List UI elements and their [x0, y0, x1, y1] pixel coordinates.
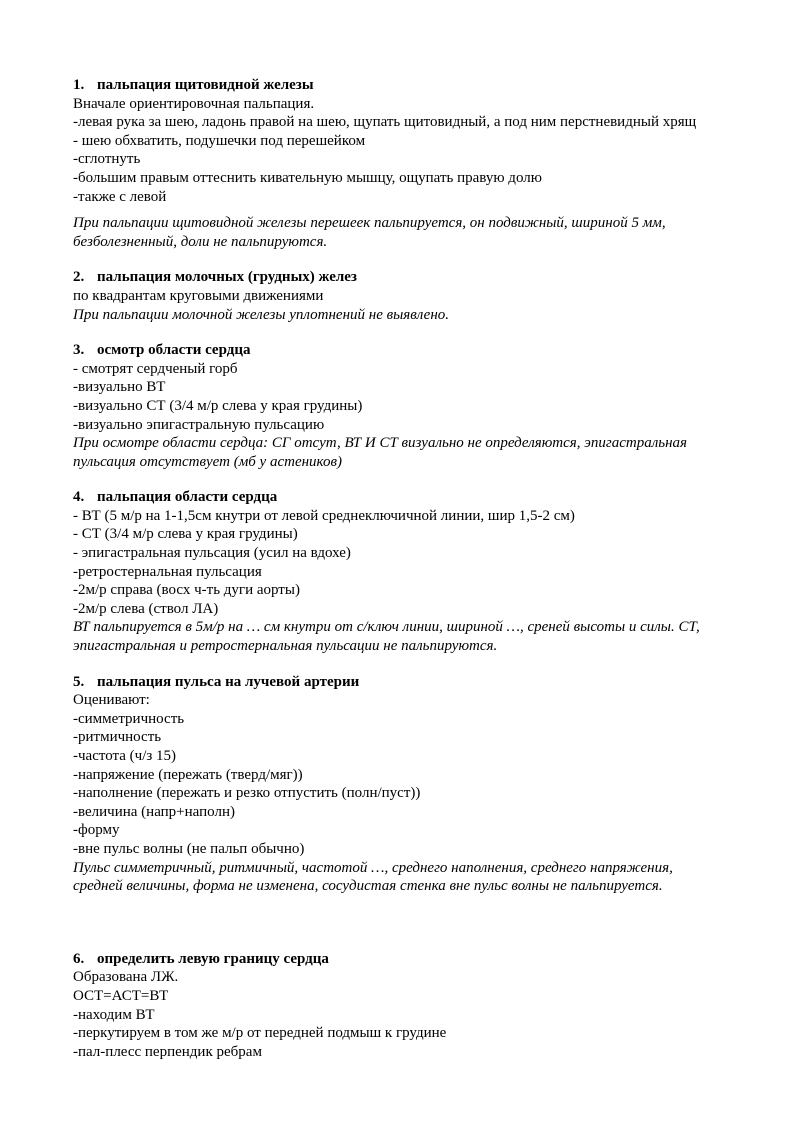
section-heading [73, 488, 763, 507]
section-3 [73, 341, 763, 471]
section-number: 1. [73, 77, 85, 93]
text-line: -визуально ВТ [73, 379, 166, 396]
section-heading [73, 950, 763, 969]
text-line: по квадрантам круговыми движениями [73, 287, 324, 304]
conclusion [73, 214, 763, 251]
text-line: -визуально эпигастральную пульсацию [73, 416, 325, 433]
text-line: -ритмичность [73, 729, 162, 746]
section-number: 5. [73, 673, 85, 690]
text-line: -сглотнуть [73, 151, 141, 168]
text-line: -2м/р справа (восх ч-ть дуги аорты) [73, 582, 300, 599]
text-line: -вне пульс волны (не пальп обычно) [73, 840, 305, 857]
text-line: - ВТ (5 м/р на 1-1,5см кнутри от левой среднеключичной линии, шир 1,5-2 см) [73, 507, 575, 524]
text-line: -также с левой [73, 188, 167, 205]
conclusion-line: ВТ пальпируется в 5м/р на … см кнутри от с/ключ линии, шириной …, среней высоты и силы. СТ, [73, 619, 700, 636]
text-line: - эпигастральная пульсация (усил на вдохе) [73, 545, 351, 562]
section-number: 6. [73, 950, 85, 967]
text-line: -большим правым оттеснить кивательную мышцу, ощупать правую долю [73, 169, 542, 186]
section-heading [73, 76, 763, 95]
section-title: пальпация щитовидной железы [97, 77, 314, 93]
conclusion-line: При пальпации молочной железы уплотнений не выявлено. [73, 306, 450, 323]
conclusion-line: безболезненный, доли не пальпируются. [73, 233, 328, 250]
text-line: - СТ (3/4 м/р слева у края грудины) [73, 526, 298, 543]
section-title: пальпация молочных (грудных) желез [97, 269, 357, 286]
text-line: -2м/р слева (ствол ЛА) [73, 600, 219, 617]
section-heading [73, 341, 763, 360]
section-number: 4. [73, 489, 85, 506]
section-4 [73, 488, 763, 655]
conclusion-line: средней величины, форма не изменена, сосудистая стенка вне пульс волны не пальпируется. [73, 878, 663, 895]
conclusion-line: пульсация отсутствует (мб у астеников) [73, 453, 343, 470]
section-title: пальпация пульса на лучевой артерии [97, 673, 360, 690]
section-number: 2. [73, 269, 85, 286]
text-line: Оценивают: [73, 692, 150, 709]
text-line: -левая рука за шею, ладонь правой на шею, щупать щитовидный, а под ним перстневидный хрящ [73, 114, 697, 131]
text-line: Образована ЛЖ. [73, 969, 179, 986]
section-title: пальпация области сердца [97, 489, 278, 506]
section-2 [73, 268, 763, 324]
text-line: -ретростернальная пульсация [73, 563, 262, 580]
conclusion-line: Пульс симметричный, ритмичный, частотой …, среднего наполнения, среднего напряжения, [73, 859, 673, 876]
section-6 [73, 950, 763, 1062]
text-line: -форму [73, 822, 120, 839]
text-line: -частота (ч/з 15) [73, 748, 177, 764]
text-line: - смотрят сердченый горб [73, 360, 238, 377]
section-1 [73, 76, 763, 251]
text-line: -визуально СТ (3/4 м/р слева у края грудины) [73, 397, 363, 414]
section-number: 3. [73, 342, 85, 359]
text-line: -находим ВТ [73, 1006, 155, 1023]
document-page [73, 76, 763, 1078]
section-heading [73, 268, 763, 287]
text-line: -пал-плесс перпендик ребрам [73, 1043, 262, 1060]
text-line: -наполнение (пережать и резко отпустить (полн/пуст)) [73, 785, 421, 802]
text-line: -величина (напр+наполн) [73, 803, 235, 820]
conclusion-line: При осмотре области сердца: СГ отсут, ВТ И СТ визуально не определяются, эпигастральная [73, 435, 687, 452]
section-title: определить левую границу сердца [97, 950, 329, 967]
text-line: -перкутируем в том же м/р от передней подмыш к грудине [73, 1025, 447, 1042]
text-line: -напряжение (пережать (тверд/мяг)) [73, 766, 303, 783]
section-heading [73, 673, 763, 692]
text-line: ОСТ=АСТ=ВТ [73, 987, 169, 1004]
section-5 [73, 673, 763, 896]
section-title: осмотр области сердца [97, 342, 251, 359]
text-line: -симметричность [73, 710, 185, 727]
conclusion-line: При пальпации щитовидной железы перешеек пальпируется, он подвижный, шириной 5 мм, [73, 215, 666, 232]
conclusion-line: эпигастральная и ретростернальная пульсации не пальпируются. [73, 638, 498, 655]
text-line: - шею обхватить, подушечки под перешейком [73, 132, 366, 149]
text-line: Вначале ориентировочная пальпация. [73, 95, 315, 112]
